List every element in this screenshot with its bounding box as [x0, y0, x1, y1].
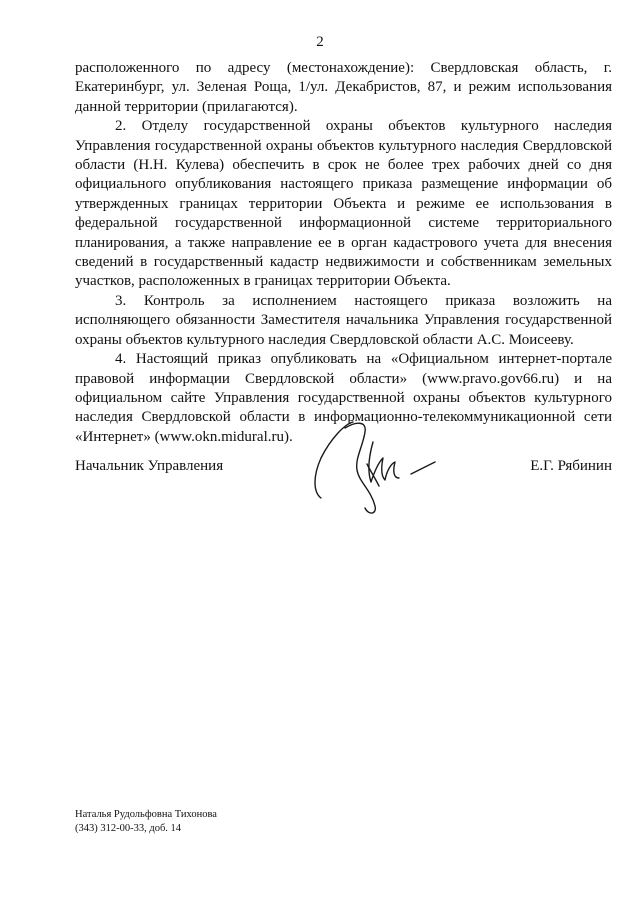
paragraph-item-4: 4. Настоящий приказ опубликовать на «Официальном интернет-портале правовой информации Свердловской области» (www.pravo.gov66.ru) и на официальном сайте Управления государственной охраны объектов культурного наследия Свердловской области в информационно-телекоммуникационной сети «Интернет» (www.okn.midural.ru).	[75, 351, 612, 445]
document-body	[75, 59, 612, 447]
paragraph-continuation: расположенного по адресу (местонахождение): Свердловская область, г. Екатеринбург, ул. Зеленая Роща, 1/ул. Декабристов, 87, и режим использования данной территории (прилагаются).	[75, 60, 612, 115]
paragraph-item-3: 3. Контроль за исполнением настоящего приказа возложить на исполняющего обязанности Заместителя начальника Управления государственной охраны объектов культурного наследия Свердловской области А.С. Моисееву.	[75, 292, 612, 348]
signatory-title: Начальник Управления	[75, 458, 224, 474]
handwritten-signature	[305, 412, 440, 518]
executor-name: Наталья Рудольфовна Тихонова	[75, 809, 217, 820]
executor-phone: (343) 312-00-33, доб. 14	[75, 823, 182, 834]
page-number: 2	[316, 34, 324, 50]
executor-footer	[75, 808, 217, 836]
signatory-name: Е.Г. Рябинин	[530, 458, 612, 474]
paragraph-item-2: 2. Отделу государственной охраны объектов культурного наследия Управления государственной охраны объектов культурного наследия Свердловской области (Н.Н. Кулева) обеспечить в срок не более трех рабочих дней со дня официального опубликования настоящего приказа размещение информации об утвержденных границах территории Объекта и режиме ее использования в федеральной государственной информационной системе территориального планирования, а также направление ее в орган кадастрового учета для внесения сведений в государственный кадастр недвижимости и собственникам земельных участков, расположенных в границах территории Объекта.	[75, 118, 612, 290]
